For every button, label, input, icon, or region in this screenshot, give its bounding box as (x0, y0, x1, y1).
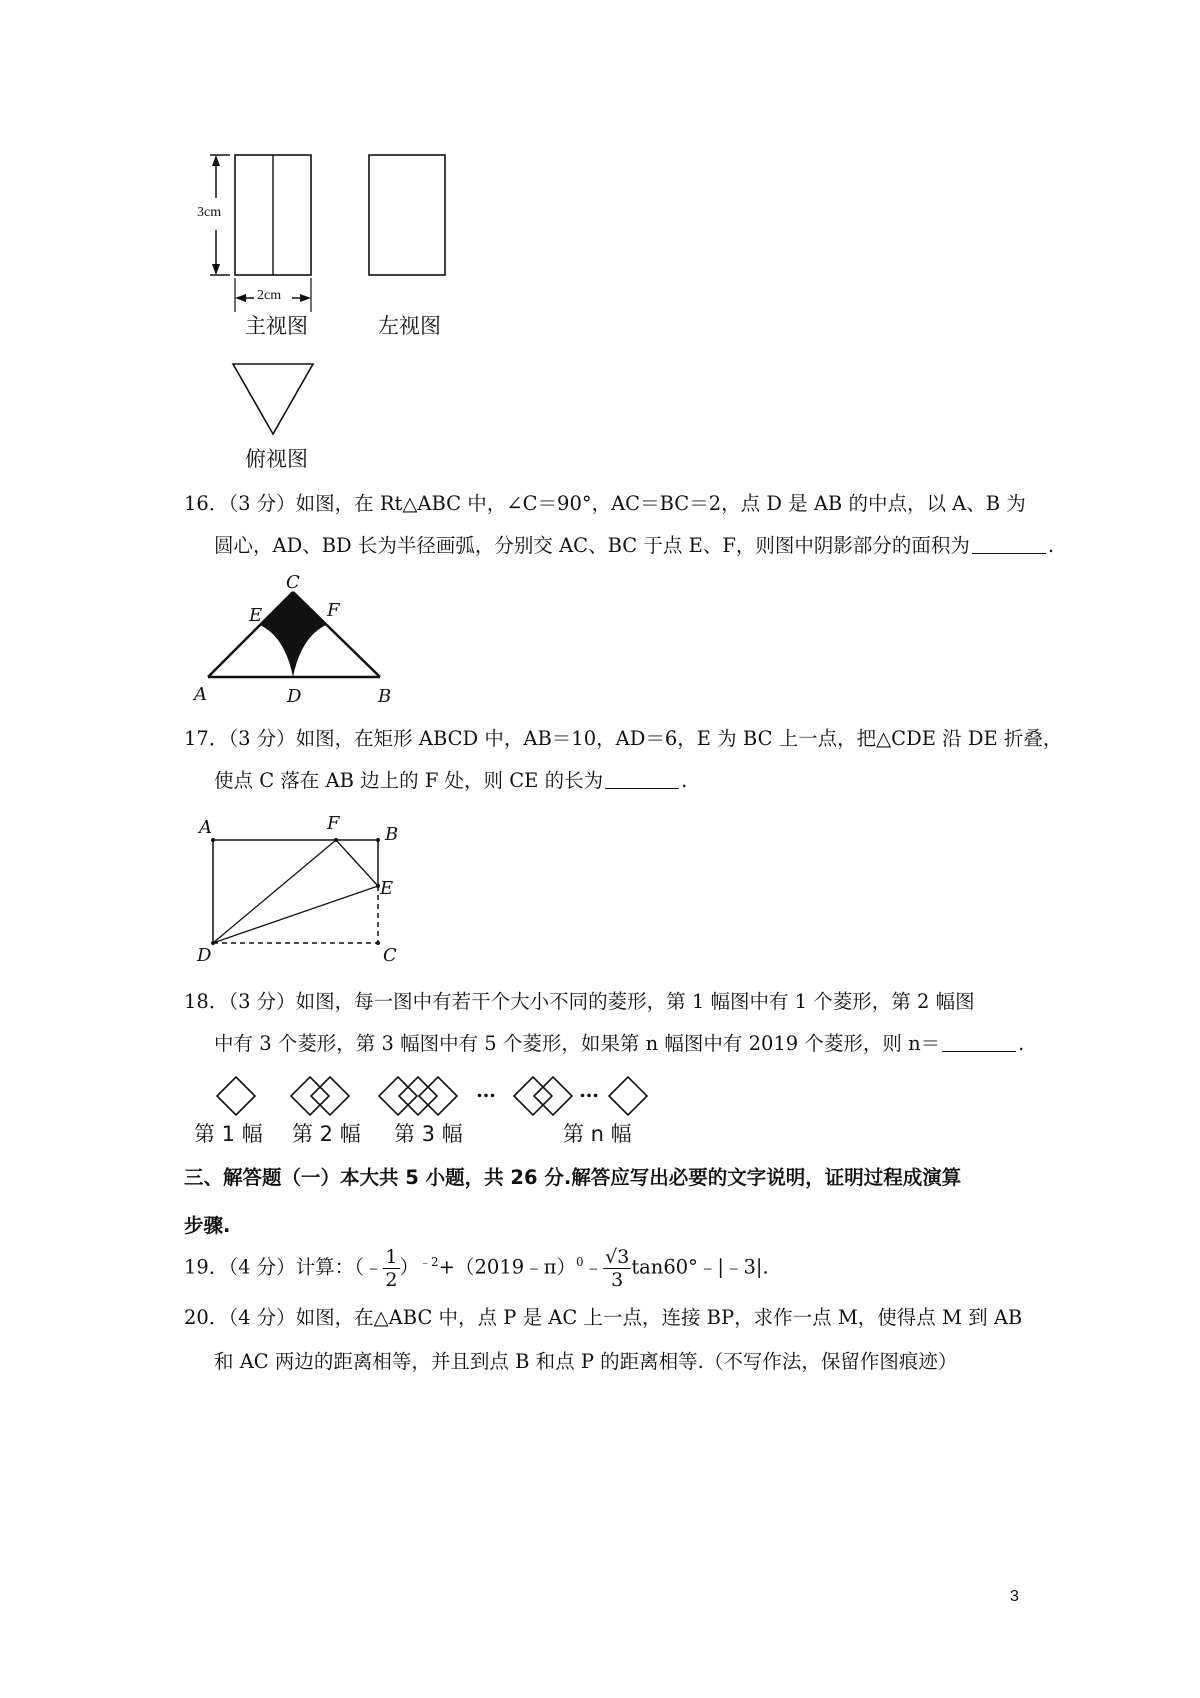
q18-end: . (1018, 1032, 1025, 1055)
q18-caption-2: 第 2 幅 (292, 1122, 361, 1146)
top-view-triangle (228, 360, 318, 440)
section-3-line-1: 三、解答题（一）本大共 5 小题，共 26 分.解答应写出必要的文字说明，证明过程成演算 (184, 1166, 962, 1189)
q17-line-2 (184, 767, 1062, 795)
q19-exp-2: 0 (575, 1255, 584, 1269)
q17-label-b: B (385, 824, 399, 845)
front-view-caption: 主视图 (245, 314, 308, 338)
section-3-line-2: 步骤. (184, 1214, 231, 1237)
q16-label-a: A (194, 684, 207, 705)
q17-rectangle-figure (205, 830, 390, 950)
q16-label-c: C (286, 572, 300, 593)
top-view-caption: 俯视图 (245, 447, 308, 471)
question-19 (184, 1238, 769, 1292)
q20-line-1: 20．（4 分）如图，在△ABC 中，点 P 是 AC 上一点，连接 BP，求作一点 M，使得点 M 到 AB (184, 1306, 1023, 1329)
q19-mid: ） (399, 1255, 420, 1279)
q19-part2: +（2019﹣π） (438, 1255, 576, 1279)
q16-end: . (1047, 534, 1055, 557)
q17-label-f: F (327, 813, 340, 834)
answer-blank-16 (972, 533, 1046, 554)
height-dimension-label: 3cm (197, 205, 222, 220)
q20-line-2: 和 AC 两边的距离相等，并且到点 B 和点 P 的距离相等.（不写作法，保留作图痕迹） (214, 1350, 958, 1373)
left-view-caption: 左视图 (378, 314, 441, 338)
q17-label-e: E (380, 878, 394, 899)
page-number: 3 (1010, 1588, 1019, 1605)
q18-ellipsis-1: … (476, 1078, 496, 1102)
q16-label-f: F (327, 600, 340, 621)
q19-frac1-num: 1 (385, 1245, 398, 1268)
q16-label-e: E (249, 605, 263, 626)
q18-line-2-text: 中有 3 个菱形，第 3 幅图中有 5 个菱形，如果第 n 幅图中有 2019 个菱形，则 n＝ (214, 1032, 941, 1055)
q19-exp-1: ﹣2 (419, 1255, 439, 1269)
q19-prefix: 19．（4 分）计算：（﹣ (184, 1255, 384, 1279)
q19-fraction-1 (383, 1246, 399, 1291)
q16-line-1: 16．（3 分）如图，在 Rt△ABC 中，∠C＝90°，AC＝BC＝2，点 D 是 AB 的中点，以 A、B 为 (184, 492, 1026, 515)
q17-label-d: D (197, 945, 212, 966)
question-17 (184, 725, 1062, 795)
question-20 (184, 1304, 1022, 1376)
answer-blank-18 (942, 1031, 1016, 1052)
width-dimension-label: 2cm (257, 288, 282, 303)
q18-line-1: 18．（3 分）如图，每一图中有若干个大小不同的菱形，第 1 幅图中有 1 个菱形，第 2 幅图 (184, 990, 975, 1013)
q17-line-2-text: 使点 C 落在 AB 边上的 F 处，则 CE 的长为 (214, 769, 604, 792)
q17-line-1: 17．（3 分）如图，在矩形 ABCD 中，AB＝10，AD＝6，E 为 BC 上一点，把△CDE 沿 DE 折叠， (184, 727, 1063, 750)
q18-line-2 (184, 1030, 1024, 1058)
q16-line-2 (184, 532, 1054, 560)
q18-caption-3: 第 3 幅 (394, 1122, 463, 1146)
question-16 (184, 490, 1054, 560)
q16-line-2-text: 圆心，AD、BD 长为半径画弧，分别交 AC、BC 于点 E、F，则图中阴影部分的面积为 (214, 534, 970, 557)
q16-label-d: D (287, 686, 302, 707)
q18-caption-1: 第 1 幅 (194, 1122, 263, 1146)
q17-label-c: C (383, 945, 397, 966)
q19-frac2-den: 3 (611, 1268, 624, 1291)
question-18 (184, 988, 1024, 1058)
section-3-heading (184, 1162, 961, 1238)
q19-frac1-den: 2 (385, 1268, 398, 1291)
q19-minus: ﹣ (583, 1255, 604, 1279)
q16-label-b: B (378, 686, 392, 707)
q18-caption-n: 第 n 幅 (563, 1122, 632, 1146)
q19-fraction-2 (603, 1246, 631, 1291)
q19-frac2-num: √3 (605, 1245, 630, 1268)
q19-tail: tan60°﹣|﹣3|. (631, 1255, 769, 1279)
q17-label-a: A (199, 817, 212, 838)
q18-ellipsis-2: … (579, 1078, 599, 1102)
q16-triangle-figure (200, 585, 400, 695)
q17-end: . (681, 769, 688, 792)
answer-blank-17 (605, 768, 679, 789)
